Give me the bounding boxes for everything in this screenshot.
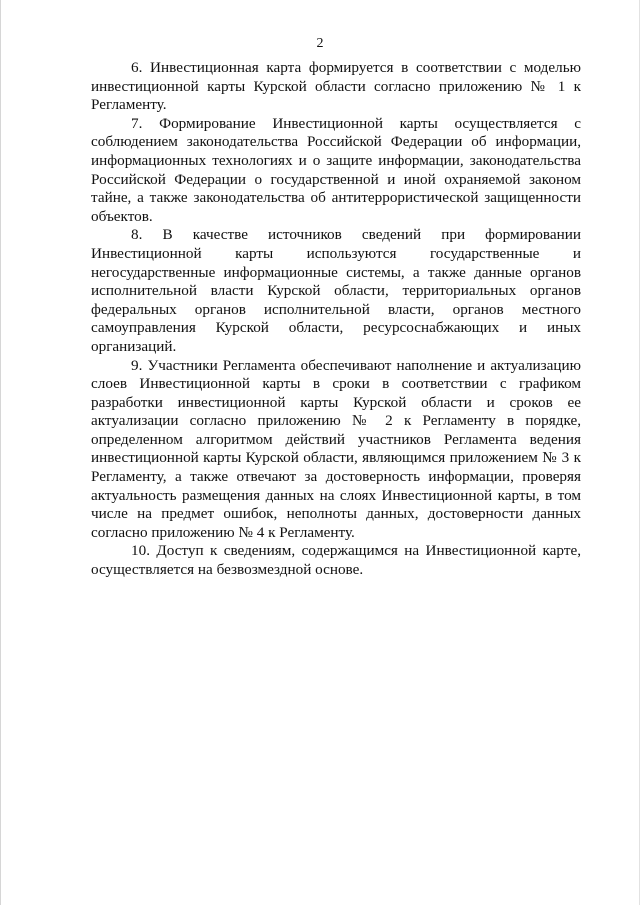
paragraph-10: 10. Доступ к сведениям, содержащимся на Инвестиционной карте, осуществляется на безвозмездной основе.: [91, 542, 581, 579]
document-body: [91, 59, 581, 580]
paragraph-7: 7. Формирование Инвестиционной карты осуществляется с соблюдением законодательства Российской Федерации об информации, информационных технологиях и о защите информации, законодательства Российской Федерации о государственной и иной охраняемой законом тайне, а также законодательства об антитеррористической защищенности объектов.: [91, 114, 581, 225]
paragraph-6: 6. Инвестиционная карта формируется в соответствии с моделью инвестиционной карты Курской области согласно приложению № 1 к Регламенту.: [91, 59, 581, 114]
paragraph-9: 9. Участники Регламента обеспечивают наполнение и актуализацию слоев Инвестиционной карты в сроки в соответствии с графиком разработки инвестиционной карты Курской области и сроков ее актуализации согласно приложению № 2 к Регламенту в порядке, определенном алгоритмом действий участников Регламента ведения инвестиционной карты Курской области, являющимся приложением № 3 к Регламенту, а также отвечают за достоверность информации, проверяя актуальность размещения данных на слоях Инвестиционной карты, в том числе на предмет ошибок, неполноты данных, достоверности данных согласно приложению № 4 к Регламенту.: [91, 356, 581, 541]
page-number: 2: [316, 36, 324, 51]
scan-left-edge: [0, 0, 1, 905]
paragraph-8: 8. В качестве источников сведений при формировании Инвестиционной карты используются государственные и негосударственные информационные системы, а также данные органов исполнительной власти Курской области, территориальных органов федеральных органов исполнительной власти, органов местного самоуправления Курской области, ресурсоснабжающих и иных организаций.: [91, 226, 581, 355]
